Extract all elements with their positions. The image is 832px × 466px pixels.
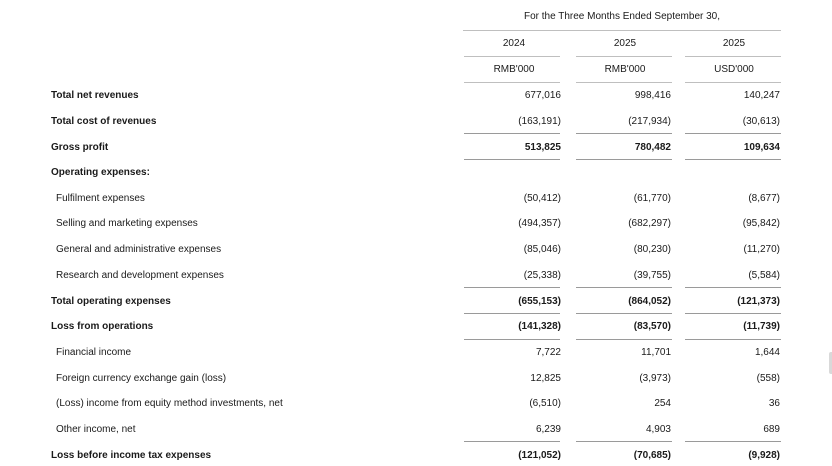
currency-divider-3 (685, 82, 781, 83)
row-label: Research and development expenses (56, 270, 224, 281)
value-2024: (655,153) (518, 296, 561, 307)
total-rule (464, 159, 560, 160)
value-2025-usd: (9,928) (748, 450, 780, 461)
subtotal-rule (685, 133, 781, 134)
row-loss-before-income-tax (0, 450, 832, 466)
subtotal-rule (576, 441, 672, 442)
row-other-income (0, 424, 832, 440)
subtotal-rule (464, 133, 560, 134)
currency-divider-2 (576, 82, 672, 83)
currency-header-3: USD'000 (714, 64, 754, 75)
row-total-net-revenues (0, 90, 832, 106)
value-2025-rmb: 998,416 (634, 90, 671, 101)
row-label: General and administrative expenses (56, 244, 222, 255)
value-2024: 12,825 (530, 373, 561, 384)
value-2025-rmb: (61,770) (633, 193, 671, 204)
value-2025-usd: (8,677) (748, 193, 780, 204)
total-rule (685, 159, 781, 160)
row-total-operating-expenses (0, 296, 832, 312)
value-2025-usd: (11,270) (743, 244, 780, 255)
value-2024: 6,239 (535, 424, 561, 435)
total-rule (464, 339, 560, 340)
row-label: Loss before income tax expenses (51, 450, 212, 461)
year-divider-3 (685, 56, 781, 57)
value-2025-usd: (11,739) (743, 321, 780, 332)
value-2025-rmb: (70,685) (633, 450, 671, 461)
subtotal-rule (685, 287, 781, 288)
currency-header-2: RMB'000 (604, 64, 646, 75)
year-divider-1 (464, 56, 560, 57)
value-2024: 513,825 (524, 142, 561, 153)
row-financial-income (0, 347, 832, 363)
total-rule (576, 339, 672, 340)
value-2025-usd: 109,634 (743, 142, 780, 153)
row-label: Total net revenues (51, 90, 139, 101)
value-2025-rmb: (39,755) (633, 270, 671, 281)
row-gross-profit (0, 142, 832, 158)
value-2024: (141,328) (518, 321, 561, 332)
row-label: Total operating expenses (51, 296, 171, 307)
value-2025-usd: (121,373) (737, 296, 780, 307)
period-header: For the Three Months Ended September 30, (523, 11, 721, 22)
value-2025-usd: 140,247 (743, 90, 780, 101)
value-2025-usd: 689 (763, 424, 780, 435)
value-2024: (25,338) (523, 270, 561, 281)
row-fulfilment-expenses (0, 193, 832, 209)
currency-divider-1 (464, 82, 560, 83)
year-header-2: 2025 (613, 38, 637, 49)
subtotal-rule (464, 441, 560, 442)
value-2025-usd: (558) (756, 373, 780, 384)
year-header-3: 2025 (722, 38, 746, 49)
value-2025-rmb: (864,052) (628, 296, 671, 307)
row-label: Other income, net (56, 424, 136, 435)
year-header-1: 2024 (502, 38, 526, 49)
subtotal-rule (464, 287, 560, 288)
value-2025-rmb: (80,230) (633, 244, 671, 255)
row-selling-marketing-expenses (0, 218, 832, 234)
value-2025-rmb: 4,903 (645, 424, 671, 435)
total-rule (576, 159, 672, 160)
row-loss-from-operations (0, 321, 832, 337)
currency-header-1: RMB'000 (493, 64, 535, 75)
row-label: Operating expenses: (51, 167, 150, 178)
value-2025-rmb: 780,482 (634, 142, 671, 153)
total-rule (576, 313, 672, 314)
value-2025-rmb: (682,297) (628, 218, 671, 229)
year-divider-2 (576, 56, 672, 57)
value-2024: (121,052) (518, 450, 561, 461)
subtotal-rule (685, 441, 781, 442)
row-label: Fulfilment expenses (56, 193, 145, 204)
row-label: Selling and marketing expenses (56, 218, 198, 229)
value-2024: (494,357) (518, 218, 561, 229)
total-rule (464, 313, 560, 314)
row-general-admin-expenses (0, 244, 832, 260)
value-2024: (163,191) (518, 116, 561, 127)
value-2024: (50,412) (523, 193, 561, 204)
value-2025-usd: 36 (768, 398, 780, 409)
row-label: Financial income (56, 347, 132, 358)
row-research-development-expenses (0, 270, 832, 286)
value-2024: (6,510) (529, 398, 561, 409)
value-2025-rmb: 11,701 (641, 347, 671, 358)
value-2025-rmb: (217,934) (628, 116, 671, 127)
subtotal-rule (576, 287, 672, 288)
total-rule (685, 313, 781, 314)
row-label: Loss from operations (51, 321, 154, 332)
value-2025-usd: (5,584) (748, 270, 780, 281)
value-2025-usd: (30,613) (742, 116, 780, 127)
row-equity-method-investments (0, 398, 832, 414)
row-total-cost-of-revenues (0, 116, 832, 132)
value-2025-rmb: 254 (654, 398, 671, 409)
value-2025-rmb: (83,570) (633, 321, 671, 332)
total-rule (685, 339, 781, 340)
row-fx-gain-loss (0, 373, 832, 389)
value-2025-usd: (95,842) (742, 218, 780, 229)
value-2024: (85,046) (523, 244, 561, 255)
subtotal-rule (576, 133, 672, 134)
row-operating-expenses-heading (0, 167, 832, 183)
value-2024: 7,722 (535, 347, 561, 358)
row-label: (Loss) income from equity method investments, net (56, 398, 283, 409)
row-label: Total cost of revenues (51, 116, 157, 127)
value-2025-rmb: (3,973) (639, 373, 671, 384)
row-label: Foreign currency exchange gain (loss) (56, 373, 227, 384)
value-2025-usd: 1,644 (754, 347, 780, 358)
value-2024: 677,016 (524, 90, 561, 101)
row-label: Gross profit (51, 142, 109, 153)
period-divider (463, 30, 781, 31)
